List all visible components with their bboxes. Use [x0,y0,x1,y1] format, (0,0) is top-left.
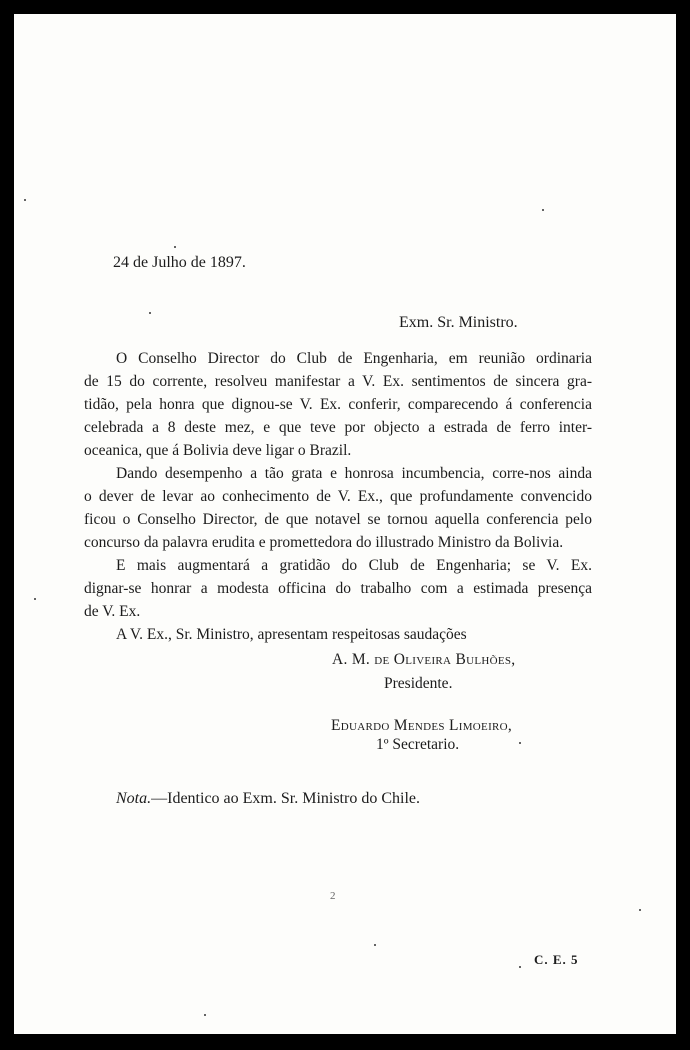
scan-speck [174,246,176,248]
body-line: de 15 do corrente, resolveu manifestar a V. Ex. sentimentos de sincera gra- [84,373,592,390]
body-line: O Conselho Director do Club de Engenharia, em reunião ordinaria [116,350,592,367]
scan-speck [639,909,641,911]
signature-secretary-title: 1º Secretario. [376,736,460,753]
signature-secretary-name: Eduardo Mendes Limoeiro, [331,717,513,734]
scan-speck [204,1014,206,1016]
signature-president-name: A. M. de Oliveira Bulhões, [332,651,516,668]
scan-speck [34,598,36,600]
note [116,790,420,808]
scan-speck [149,312,151,314]
letter-body [84,347,592,646]
scan-speck [24,199,26,201]
body-line: dignar-se honrar a modesta officina do trabalho com a estimada presença [84,580,592,597]
body-line: celebrada a 8 deste mez, e que teve por objecto a estrada de ferro inter- [84,419,592,436]
body-line: concurso da palavra erudita e promettedora do illustrado Ministro da Bolivia. [84,534,564,551]
note-text: —Identico ao Exm. Sr. Ministro do Chile. [151,790,420,807]
note-label: Nota. [116,790,152,807]
body-line: de V. Ex. [84,603,141,620]
scan-speck [519,966,521,968]
salutation: Exm. Sr. Ministro. [399,314,518,331]
body-line: tidão, pela honra que dignou-se V. Ex. conferir, comparecendo á conferencia [84,396,592,413]
body-line: o dever de levar ao conhecimento de V. Ex., que profundamente convencido [84,488,592,505]
body-line: A V. Ex., Sr. Ministro, apresentam respeitosas saudações [116,626,467,643]
body-line: ficou o Conselho Director, de que notavel se tornou aquella conferencia pelo [84,511,592,528]
body-line: oceanica, que á Bolivia deve ligar o Brazil. [84,442,352,459]
footer-code: C. E. 5 [534,952,579,967]
letter-date: 24 de Julho de 1897. [113,254,246,271]
body-line: Dando desempenho a tão grata e honrosa incumbencia, corre-nos ainda [116,465,592,482]
scan-speck [519,742,521,744]
page-number: 2 [330,890,336,902]
scan-speck [542,209,544,211]
document-page [14,14,676,1034]
body-line: E mais augmentará a gratidão do Club de Engenharia; se V. Ex. [116,557,592,574]
scan-speck [374,944,376,946]
signature-president-title: Presidente. [384,675,453,692]
